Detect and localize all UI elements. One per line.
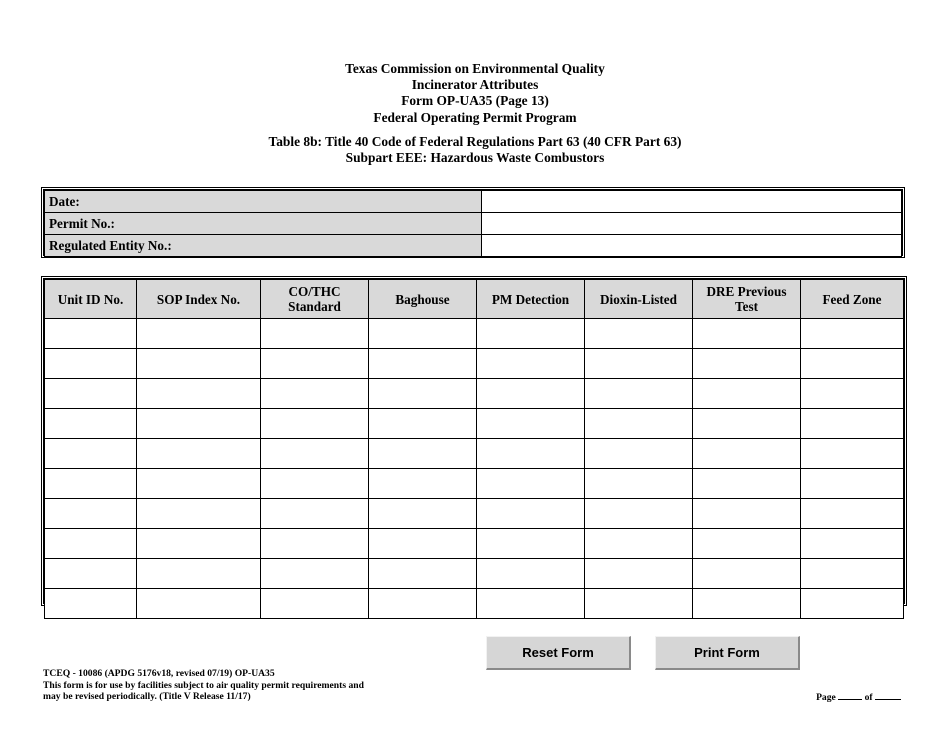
regulated-entity-field[interactable] — [482, 235, 902, 257]
table-body — [45, 319, 904, 619]
form-number: Form OP-UA35 (Page 13) — [401, 93, 549, 109]
footer-notice-line2: may be revised periodically. (Title V Release 11/17) — [43, 691, 251, 703]
table-cell[interactable] — [585, 439, 693, 469]
table-cell[interactable] — [477, 439, 585, 469]
col-dioxin-listed: Dioxin-Listed — [585, 280, 693, 319]
col-dre-line1: DRE Previous — [706, 284, 787, 299]
table-cell[interactable] — [369, 409, 477, 439]
table-cell[interactable] — [45, 469, 137, 499]
table-cell[interactable] — [137, 349, 261, 379]
table-cell[interactable] — [693, 499, 801, 529]
table-cell[interactable] — [693, 409, 801, 439]
table-cell[interactable] — [261, 499, 369, 529]
table-cell[interactable] — [137, 529, 261, 559]
table-cell[interactable] — [261, 379, 369, 409]
table-cell[interactable] — [369, 349, 477, 379]
table-cell[interactable] — [261, 409, 369, 439]
page-label: Page — [816, 692, 836, 703]
form-header — [0, 61, 950, 166]
table-cell[interactable] — [585, 469, 693, 499]
page-total-blank[interactable] — [875, 690, 901, 700]
table-cell[interactable] — [45, 439, 137, 469]
table-cell[interactable] — [477, 379, 585, 409]
table-cell[interactable] — [585, 559, 693, 589]
table-cell[interactable] — [477, 559, 585, 589]
table-row — [45, 499, 904, 529]
print-form-button[interactable]: Print Form — [655, 636, 800, 670]
table-cell[interactable] — [369, 319, 477, 349]
table-cell[interactable] — [477, 529, 585, 559]
entity-row — [45, 235, 902, 257]
table-cell[interactable] — [477, 469, 585, 499]
table-cell[interactable] — [585, 379, 693, 409]
table-cell[interactable] — [801, 319, 904, 349]
table-cell[interactable] — [261, 439, 369, 469]
table-cell[interactable] — [585, 529, 693, 559]
table-row — [45, 469, 904, 499]
program-name: Federal Operating Permit Program — [373, 109, 577, 125]
incinerator-table-section — [41, 276, 907, 606]
table-cell[interactable] — [45, 319, 137, 349]
table-cell[interactable] — [477, 589, 585, 619]
table-cell[interactable] — [45, 589, 137, 619]
of-label: of — [864, 692, 873, 703]
table-header-row — [45, 280, 904, 319]
table-cell[interactable] — [477, 409, 585, 439]
page-number — [816, 690, 901, 703]
table-cell[interactable] — [801, 589, 904, 619]
table-cell[interactable] — [45, 499, 137, 529]
table-cell[interactable] — [585, 589, 693, 619]
table-cell[interactable] — [261, 529, 369, 559]
table-cell[interactable] — [45, 379, 137, 409]
table-row — [45, 349, 904, 379]
table-row — [45, 319, 904, 349]
table-cell[interactable] — [801, 379, 904, 409]
permit-field[interactable] — [482, 213, 902, 235]
table-cell[interactable] — [801, 469, 904, 499]
table-cell[interactable] — [137, 469, 261, 499]
table-cell[interactable] — [369, 529, 477, 559]
table-cell[interactable] — [585, 499, 693, 529]
table-cell[interactable] — [137, 379, 261, 409]
col-co-thc-standard — [261, 280, 369, 319]
table-cell[interactable] — [261, 559, 369, 589]
col-co-thc-line1: CO/THC — [288, 284, 341, 299]
regulated-entity-label: Regulated Entity No.: — [45, 235, 482, 257]
table-cell[interactable] — [369, 379, 477, 409]
table-cell[interactable] — [261, 589, 369, 619]
table-cell[interactable] — [137, 589, 261, 619]
table-cell[interactable] — [137, 439, 261, 469]
table-cell[interactable] — [585, 319, 693, 349]
info-section — [41, 187, 905, 258]
table-cell[interactable] — [261, 469, 369, 499]
table-cell[interactable] — [369, 439, 477, 469]
table-cell[interactable] — [693, 559, 801, 589]
table-cell[interactable] — [261, 349, 369, 379]
table-cell[interactable] — [801, 529, 904, 559]
table-cell[interactable] — [477, 349, 585, 379]
form-subject: Incinerator Attributes — [411, 77, 539, 93]
form-footer — [43, 668, 364, 703]
table-cell[interactable] — [369, 469, 477, 499]
table-cell[interactable] — [45, 349, 137, 379]
table-cell[interactable] — [801, 559, 904, 589]
table-cell[interactable] — [801, 349, 904, 379]
table-row — [45, 409, 904, 439]
table-cell[interactable] — [477, 499, 585, 529]
table-row — [45, 379, 904, 409]
date-row — [45, 191, 902, 213]
col-sop-index: SOP Index No. — [137, 280, 261, 319]
col-dre-previous-test — [693, 280, 801, 319]
table-cell[interactable] — [801, 499, 904, 529]
table-cell[interactable] — [693, 439, 801, 469]
table-cell[interactable] — [369, 559, 477, 589]
permit-row — [45, 213, 902, 235]
table-row — [45, 529, 904, 559]
table-cell[interactable] — [693, 379, 801, 409]
table-cell[interactable] — [693, 589, 801, 619]
table-cell[interactable] — [693, 319, 801, 349]
footer-form-id: TCEQ - 10086 (APDG 5176v18, revised 07/19) OP-UA35 — [43, 668, 275, 679]
table-title: Table 8b: Title 40 Code of Federal Regulations Part 63 (40 CFR Part 63) — [268, 133, 682, 149]
date-field[interactable] — [482, 191, 902, 213]
table-cell[interactable] — [693, 469, 801, 499]
table-cell[interactable] — [137, 499, 261, 529]
table-cell[interactable] — [45, 559, 137, 589]
col-dre-line2: Test — [735, 299, 758, 314]
table-cell[interactable] — [693, 529, 801, 559]
col-unit-id: Unit ID No. — [45, 280, 137, 319]
table-cell[interactable] — [585, 349, 693, 379]
table-subtitle: Subpart EEE: Hazardous Waste Combustors — [345, 150, 605, 166]
table-cell[interactable] — [801, 439, 904, 469]
table-cell[interactable] — [477, 319, 585, 349]
col-feed-zone: Feed Zone — [801, 280, 904, 319]
table-cell[interactable] — [369, 499, 477, 529]
col-pm-detection: PM Detection — [477, 280, 585, 319]
table-row — [45, 559, 904, 589]
table-cell[interactable] — [137, 409, 261, 439]
reset-form-button[interactable]: Reset Form — [486, 636, 631, 670]
incinerator-table — [44, 279, 904, 619]
table-cell[interactable] — [45, 529, 137, 559]
table-cell[interactable] — [369, 589, 477, 619]
permit-label: Permit No.: — [45, 213, 482, 235]
table-cell[interactable] — [693, 349, 801, 379]
table-cell[interactable] — [261, 319, 369, 349]
table-cell[interactable] — [801, 409, 904, 439]
agency-name: Texas Commission on Environmental Quality — [345, 61, 605, 76]
table-row — [45, 589, 904, 619]
col-baghouse: Baghouse — [369, 280, 477, 319]
footer-notice-line1: This form is for use by facilities subject to air quality permit requirements and — [43, 679, 364, 691]
date-label: Date: — [45, 191, 482, 213]
table-cell[interactable] — [585, 409, 693, 439]
col-co-thc-line2: Standard — [288, 299, 341, 314]
table-cell[interactable] — [45, 409, 137, 439]
page-number-blank[interactable] — [838, 690, 862, 700]
table-cell[interactable] — [137, 559, 261, 589]
table-row — [45, 439, 904, 469]
table-cell[interactable] — [137, 319, 261, 349]
